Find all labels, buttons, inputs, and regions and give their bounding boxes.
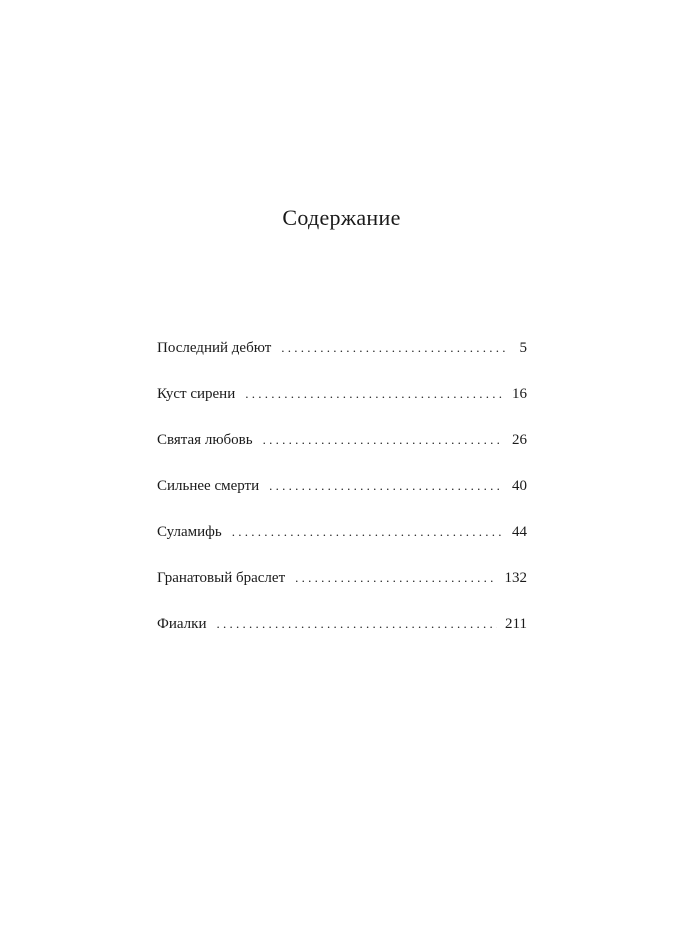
- toc-list: [157, 338, 527, 660]
- toc-entry-title: Суламифь: [157, 524, 222, 540]
- toc-page-number: 40: [512, 478, 527, 494]
- toc-dot-leader: [263, 430, 504, 450]
- toc-entry-title: Последний дебют: [157, 340, 272, 356]
- toc-entry: [157, 568, 527, 614]
- toc-entry: [157, 338, 527, 384]
- toc-dot-leader: [269, 476, 504, 496]
- toc-dot-leader: [216, 614, 497, 634]
- toc-heading: Содержание: [282, 205, 401, 230]
- toc-page-number: 211: [505, 616, 527, 632]
- toc-page-number: 132: [504, 570, 527, 586]
- toc-page-number: 44: [512, 524, 527, 540]
- toc-page-number: 16: [512, 386, 527, 402]
- toc-entry-title: Куст сирени: [157, 386, 236, 402]
- toc-entry: [157, 430, 527, 476]
- toc-dot-leader: [232, 522, 504, 542]
- toc-entry-title: Гранатовый браслет: [157, 570, 286, 586]
- toc-entry-title: Святая любовь: [157, 432, 253, 448]
- toc-page-number: 5: [519, 340, 527, 356]
- toc-dot-leader: [245, 384, 504, 404]
- toc-entry: [157, 384, 527, 430]
- toc-page-number: 26: [512, 432, 527, 448]
- toc-entry: [157, 476, 527, 522]
- toc-entry: [157, 522, 527, 568]
- toc-entry-title: Фиалки: [157, 616, 207, 632]
- toc-entry-title: Сильнее смерти: [157, 478, 260, 494]
- toc-entry: [157, 614, 527, 660]
- toc-dot-leader: [295, 568, 496, 588]
- toc-dot-leader: [281, 338, 509, 358]
